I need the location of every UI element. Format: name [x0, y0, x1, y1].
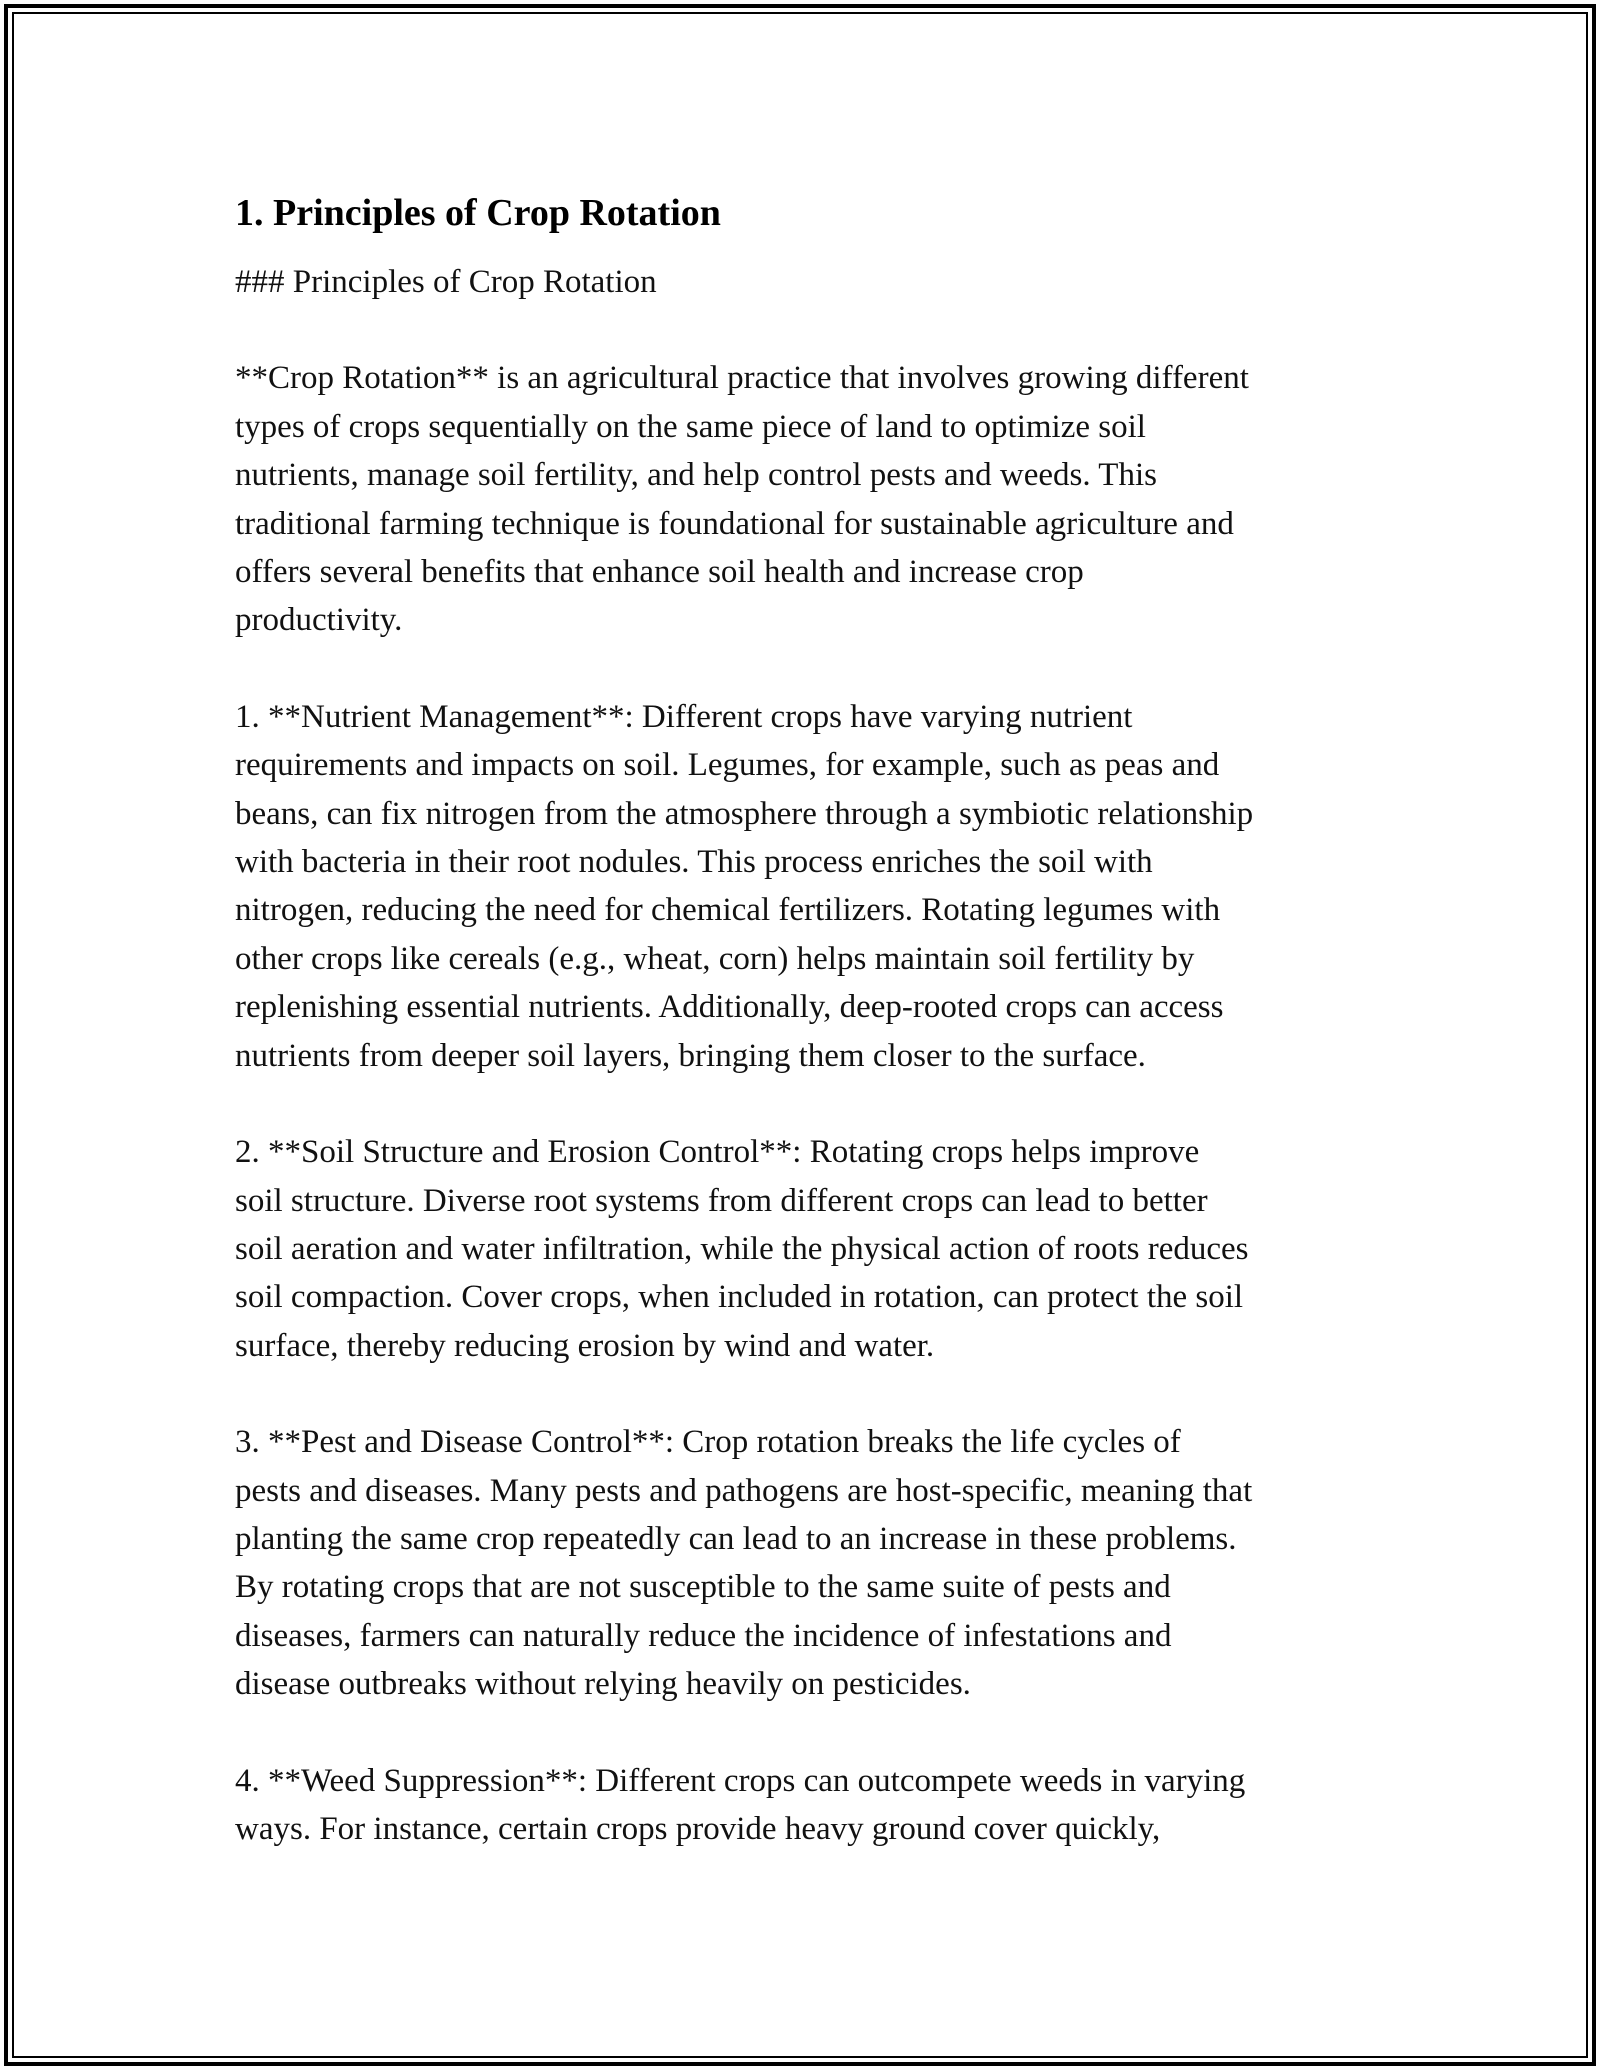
weed-suppression-paragraph: 4. **Weed Suppression**: Different crops can outcompete weeds in varying ways. For instance, certain crops provide heavy ground cover quickly, — [235, 1762, 1246, 1847]
markdown-subheading: ### Principles of Crop Rotation — [235, 264, 657, 300]
intro-paragraph: **Crop Rotation** is an agricultural practice that involves growing different types of crops sequentially on the same piece of land to optimize soil nutrients, manage soil fertility, and help control pests and weeds. This traditional farming technique is foundational for sustainable agriculture and offers several benefits that enhance soil health and increase crop productivity. — [235, 360, 1249, 639]
nutrient-management-paragraph: 1. **Nutrient Management**: Different crops have varying nutrient requirements and impacts on soil. Legumes, for example, such as peas and beans, can fix nitrogen from the atmosphere through a symbiotic relationship with bacteria in their root nodules. This process enriches the soil with nitrogen, reducing the need for chemical fertilizers. Rotating legumes with other crops like cereals (e.g., wheat, corn) helps maintain soil fertility by replenishing essential nutrients. Additionally, deep-rooted crops can access nutrients from deeper soil layers, bringing them closer to the surface. — [235, 698, 1254, 1074]
pest-disease-paragraph: 3. **Pest and Disease Control**: Crop rotation breaks the life cycles of pests and diseases. Many pests and pathogens are host-specific, meaning that planting the same crop repeatedly can lead to an increase in these problems. By rotating crops that are not susceptible to the same suite of pests and diseases, farmers can naturally reduce the incidence of infestations and disease outbreaks without relying heavily on pesticides. — [235, 1424, 1253, 1703]
soil-structure-paragraph: 2. **Soil Structure and Erosion Control**: Rotating crops helps improve soil structure. Diverse root systems from different crops can lead to better soil aeration and water infiltration, while the physical action of roots reduces soil compaction. Cover crops, when included in rotation, can protect the soil surface, thereby reducing erosion by wind and water. — [235, 1134, 1249, 1364]
page-title: 1. Principles of Crop Rotation — [235, 192, 721, 234]
document-body — [235, 186, 1375, 1901]
